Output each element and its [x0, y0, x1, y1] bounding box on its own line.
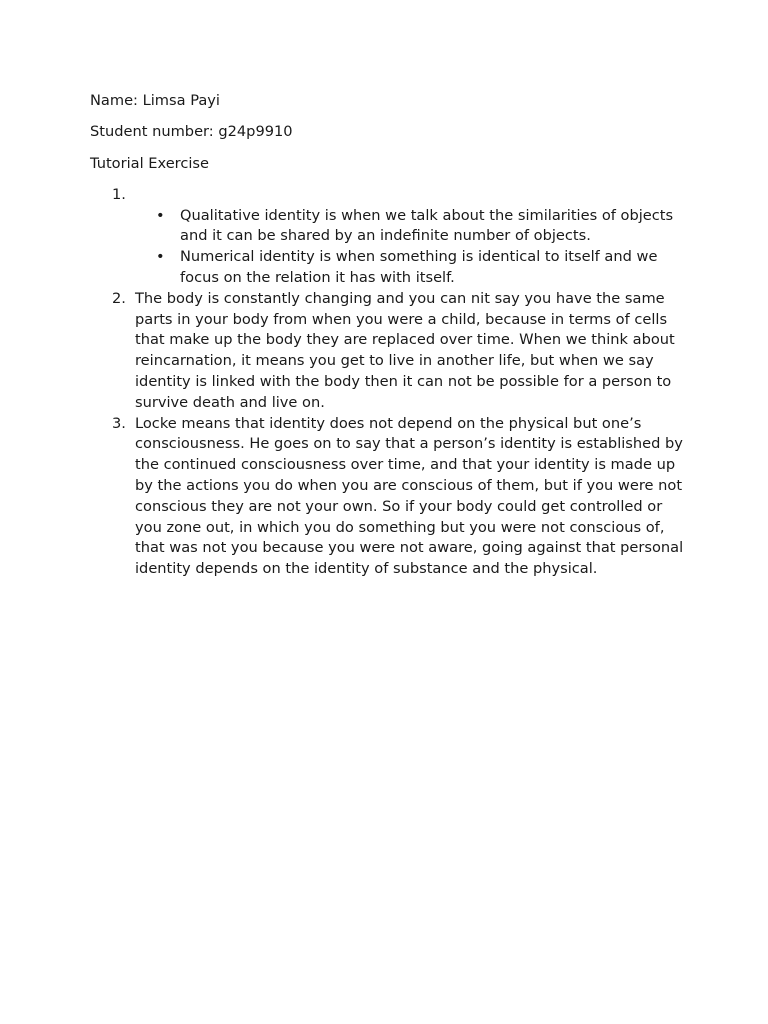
document-body [90, 91, 690, 580]
student-name: Name: Limsa Payi [90, 92, 220, 109]
answer-list [90, 185, 690, 580]
bullet-list [135, 206, 690, 289]
exercise-title: Tutorial Exercise [90, 154, 210, 172]
item-number: 1. [112, 185, 126, 203]
item-text: The body is constantly changing and you can nit say you have the same parts in your body from when you were a child, because in terms of cells that make up the body they are replaced over time. When we think about reincarnation, it means you get to live in another life, but when we say identity is linked with the body then it can not be possible for a person to survive death and live on. [135, 289, 675, 411]
item-number: 3. [112, 414, 126, 432]
bullet-text: Numerical identity is when something is identical to itself and we focus on the relation it has with itself. [180, 248, 658, 287]
item-number: 2. [112, 289, 126, 307]
answer-item-1 [90, 185, 690, 289]
bullet-item [135, 247, 690, 289]
bullet-icon: • [156, 248, 165, 266]
bullet-item [135, 206, 690, 248]
item-text: Locke means that identity does not depend on the physical but one’s consciousness. He goes on to say that a person’s identity is established by the continued consciousness over time, and that your identity is made up by the actions you do when you are conscious of them, but if you were not conscious they are not your own. So if your body could get controlled or you zone out, in which you do something but you were not conscious of, that was not you because you were not aware, going against that personal identity depends on the identity of substance and the physical. [135, 414, 684, 578]
answer-item-3 [90, 414, 690, 580]
answer-item-2 [90, 289, 690, 414]
student-number: Student number: g24p9910 [90, 123, 293, 141]
empty-line [135, 185, 690, 206]
bullet-icon: • [156, 206, 165, 224]
bullet-text: Qualitative identity is when we talk about the similarities of objects and it can be shared by an indefinite number of objects. [180, 206, 674, 245]
